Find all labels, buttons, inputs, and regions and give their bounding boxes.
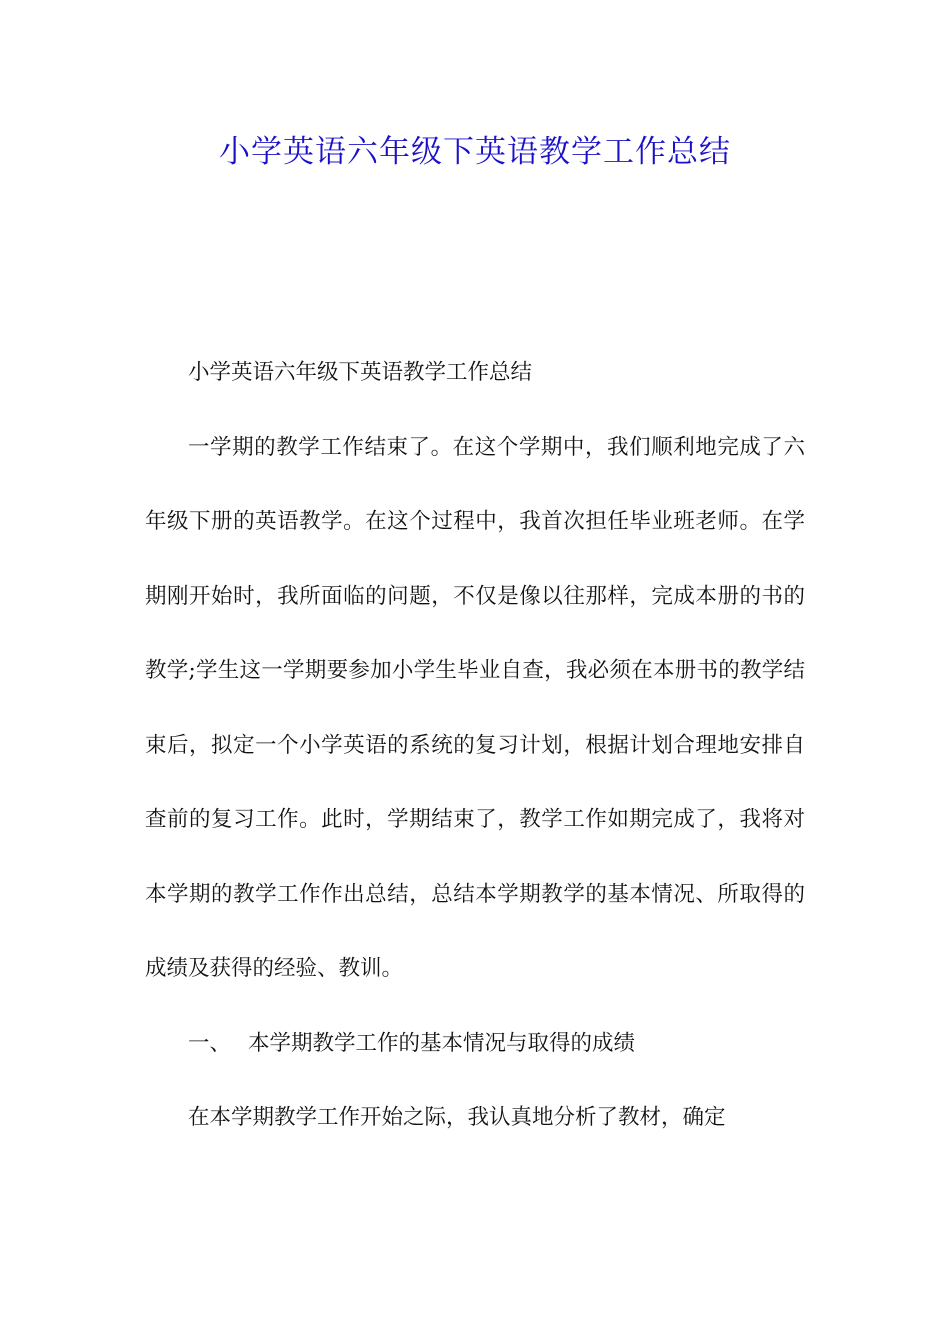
section-heading [145, 1007, 805, 1082]
section-heading-text: 本学期教学工作的基本情况与取得的成绩 [248, 1030, 636, 1056]
document-title: 小学英语六年级下英语教学工作总结 [219, 134, 731, 170]
section-number: 一、 [188, 1030, 232, 1056]
body-subtitle: 小学英语六年级下英语教学工作总结 [188, 360, 533, 385]
section-paragraph: 在本学期教学工作开始之际，我认真地分析了教材，确定 [188, 1105, 726, 1130]
document-body [145, 336, 805, 1156]
intro-paragraph: 一学期的教学工作结束了。在这个学期中，我们顺利地完成了六年级下册的英语教学。在这个过程中，我首次担任毕业班老师。在学期刚开始时，我所面临的问题，不仅是像以往那样，完成本册的书的教学;学生这一学期要参加小学生毕业自查，我必须在本册书的教学结束后，拟定一个小学英语的系统的复习计划，根据计划合理地安排自查前的复习工作。此时，学期结束了，教学工作如期完成了，我将对本学期的教学工作作出总结，总结本学期教学的基本情况、所取得的成绩及获得的经验、教训。 [145, 434, 805, 981]
